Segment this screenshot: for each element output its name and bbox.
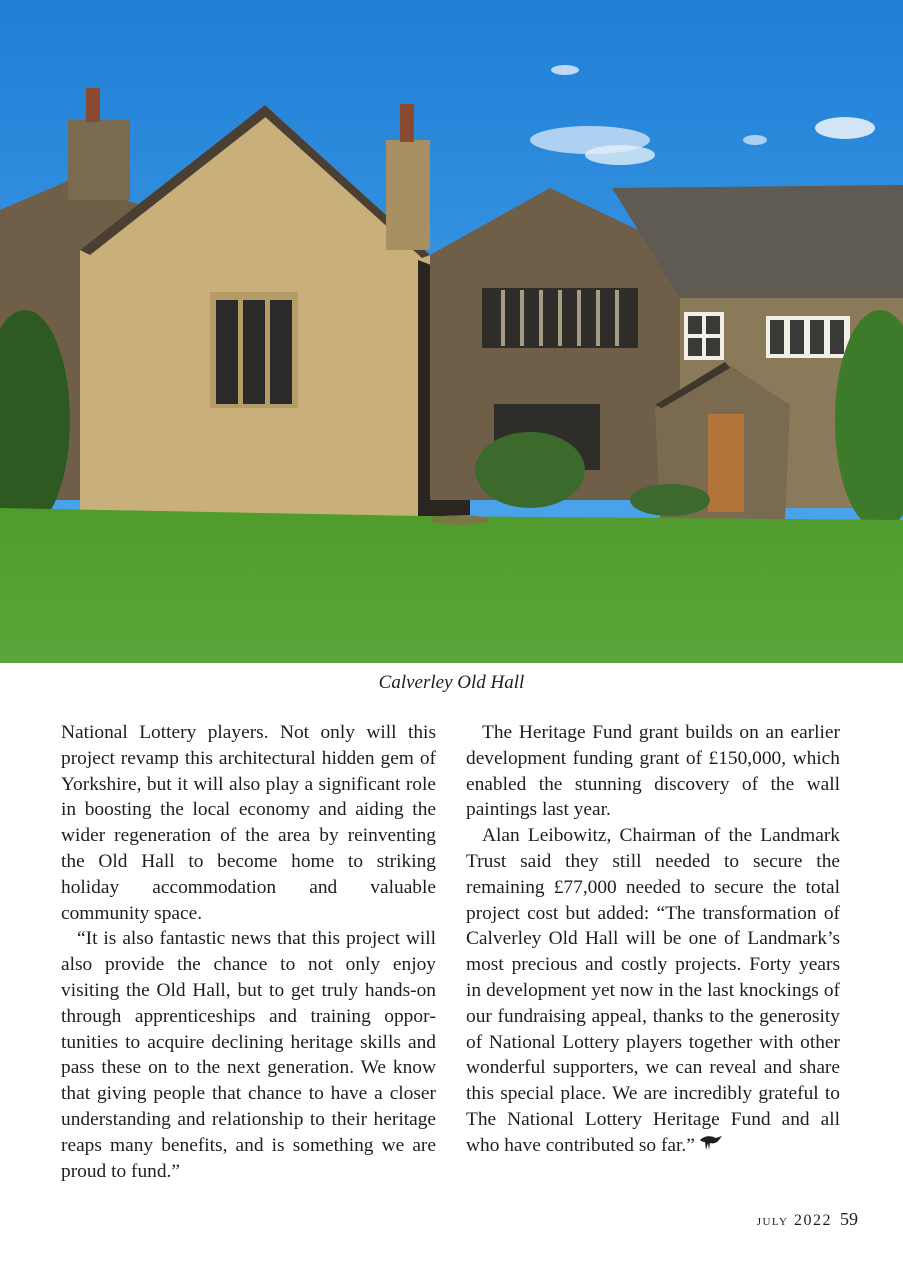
paragraph-text: Alan Leibowitz, Chairman of the Landmark Trust said they still needed to secure the remaining £77,000 needed to secure the total project cost but added: “The transformation of Calverley Old Hall will be one of Landmark’s most precious and costly projects. Forty years in development yet now in the last knockings of our fundraising appeal, thanks to the generosity of National Lottery players together with other wonderful supporters, we can reveal and share this special place. We are incredibly grateful to The National Lottery Heritage Fund and all who have contributed so far.” <box>466 825 840 1156</box>
bird-icon <box>698 1134 724 1154</box>
article-right-column <box>466 720 840 1159</box>
issue-date: july 2022 <box>756 1212 832 1229</box>
page-footer <box>757 1209 858 1230</box>
article-left-column <box>61 720 436 1184</box>
page-number: 59 <box>840 1209 858 1229</box>
photo-caption: Calverley Old Hall <box>378 672 525 693</box>
paragraph <box>466 823 840 1158</box>
paragraph: “It is also fantastic news that this project will also provide the chance to not only enjoy visiting the Old Hall, but to get truly hands-on through apprenticeships and training opportunities to acquire declining heritage skills and pass these on to the next generation. We know that giving people that chance to have a closer understanding and relationship to their heritage reaps many benefits, and is something we are proud to fund.” <box>61 928 436 1182</box>
paragraph: National Lottery players. Not only will this project revamp this architectural hidden gem of Yorkshire, but it will also play a significant role in boosting the local economy and aiding the wider regeneration of the area by reinventing the Old Hall to become home to striking holiday accommodation and valuable community space. <box>61 722 436 924</box>
paragraph: The Heritage Fund grant builds on an earlier development funding grant of £150,000, which enabled the stunning discovery of the wall paintings last year. <box>466 722 840 821</box>
